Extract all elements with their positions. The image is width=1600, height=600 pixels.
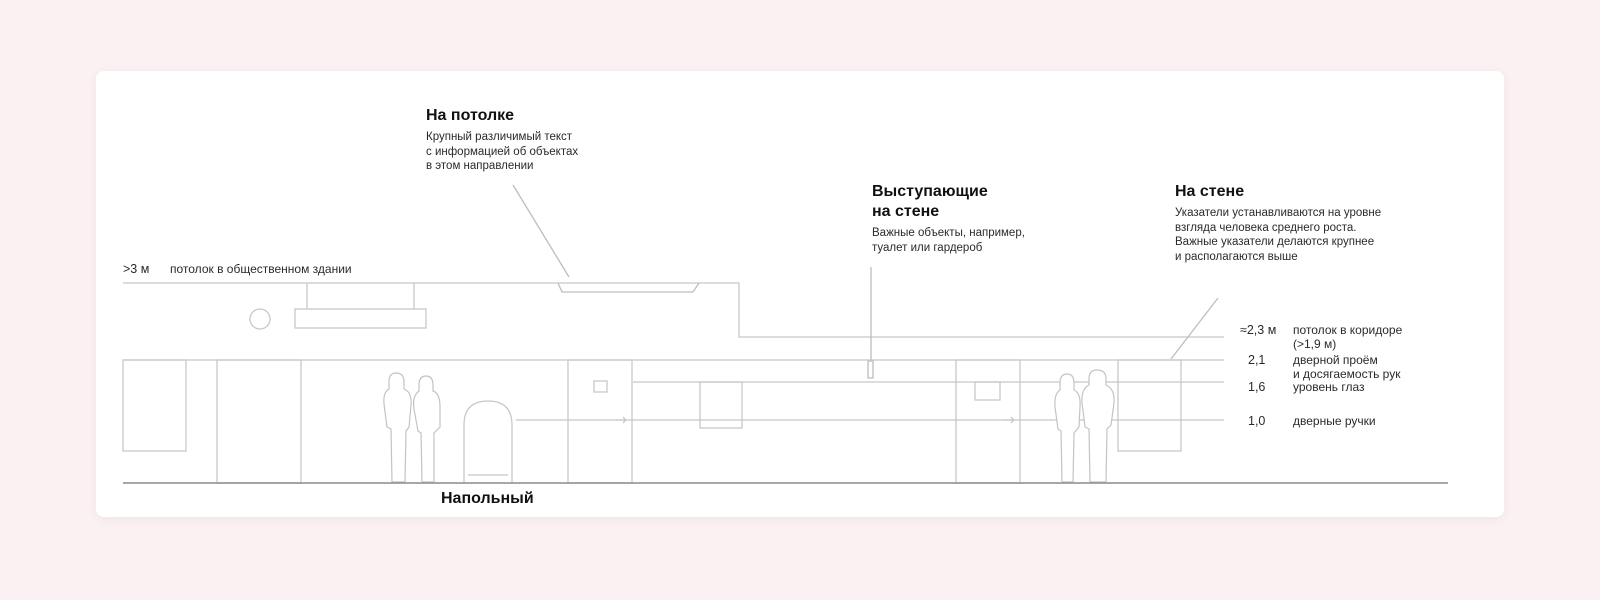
building-section-drawing <box>96 71 1504 517</box>
annotation-ceiling-desc-line: с информацией об объектах <box>426 145 579 158</box>
annotation-floor-title: Напольный <box>441 490 534 507</box>
level-value-eye: 1,6 <box>1248 380 1266 394</box>
ceiling-height-value: >3 м <box>123 262 150 276</box>
annotation-protruding-desc-line: туалет или гардероб <box>872 241 983 254</box>
level-label-eye: уровень глаз <box>1293 380 1365 394</box>
level-value-corridor: ≈2,3 м <box>1240 323 1277 337</box>
annotation-ceiling-desc <box>426 130 578 174</box>
door-handle-middle <box>616 417 626 423</box>
level-label-doorway: дверной проём <box>1293 353 1378 367</box>
annotation-protruding-title <box>872 182 1025 222</box>
door-middle <box>568 360 632 483</box>
level-label-corridor: потолок в коридоре <box>1293 323 1403 337</box>
level-label-handles: дверные ручки <box>1293 414 1376 428</box>
door-right <box>956 360 1020 483</box>
annotation-wall-desc-line: Важные указатели делаются крупнее <box>1175 236 1375 248</box>
ceiling-bracket <box>307 283 414 309</box>
level-value-doorway: 2,1 <box>1248 353 1266 367</box>
annotation-wall <box>1175 182 1381 264</box>
annotation-protruding-title-line: Выступающие <box>872 183 988 200</box>
ceiling-sign <box>558 283 699 292</box>
annotation-ceiling <box>426 106 578 174</box>
annotation-ceiling-title: На потолке <box>426 107 515 124</box>
annotation-protruding-title-line: на стене <box>872 203 940 220</box>
floor-sign <box>464 401 512 483</box>
diagram-card <box>96 71 1504 517</box>
level-label-doorway-sub: и досягаемость рук <box>1293 367 1401 381</box>
people-left <box>384 373 440 482</box>
annotation-ceiling-desc-line: Крупный различимый текст <box>426 131 573 143</box>
ceiling-lamp <box>250 309 270 329</box>
door-sign-right <box>975 382 1000 400</box>
door-left <box>217 360 301 483</box>
wall-window <box>123 360 186 451</box>
level-value-handles: 1,0 <box>1248 414 1266 428</box>
annotation-wall-desc-line: взгляда человека среднего роста. <box>1175 221 1357 234</box>
annotation-protruding <box>872 182 1025 255</box>
annotation-wall-desc <box>1175 206 1381 264</box>
annotation-wall-title: На стене <box>1175 183 1245 200</box>
wall-panel-right <box>1118 360 1181 451</box>
annotation-wall-desc-line: и располагаются выше <box>1175 250 1298 263</box>
ceiling-line <box>123 283 1224 337</box>
annotation-protruding-desc <box>872 226 1025 255</box>
door-sign-middle <box>594 381 607 392</box>
ceiling-box <box>295 309 426 328</box>
door-handle-right <box>1004 417 1014 423</box>
ceiling-leader <box>513 185 569 277</box>
ceiling-height-label: потолок в общественном здании <box>170 262 352 276</box>
wall-panel <box>700 382 742 428</box>
protruding-sign <box>868 361 873 378</box>
annotation-ceiling-desc-line: в этом направлении <box>426 160 534 172</box>
level-label-corridor-sub: (>1,9 м) <box>1293 337 1337 351</box>
annotation-protruding-desc-line: Важные объекты, например, <box>872 227 1025 239</box>
wall-leader <box>1171 298 1218 359</box>
annotation-wall-desc-line: Указатели устанавливаются на уровне <box>1175 207 1382 219</box>
people-right <box>1055 370 1114 482</box>
